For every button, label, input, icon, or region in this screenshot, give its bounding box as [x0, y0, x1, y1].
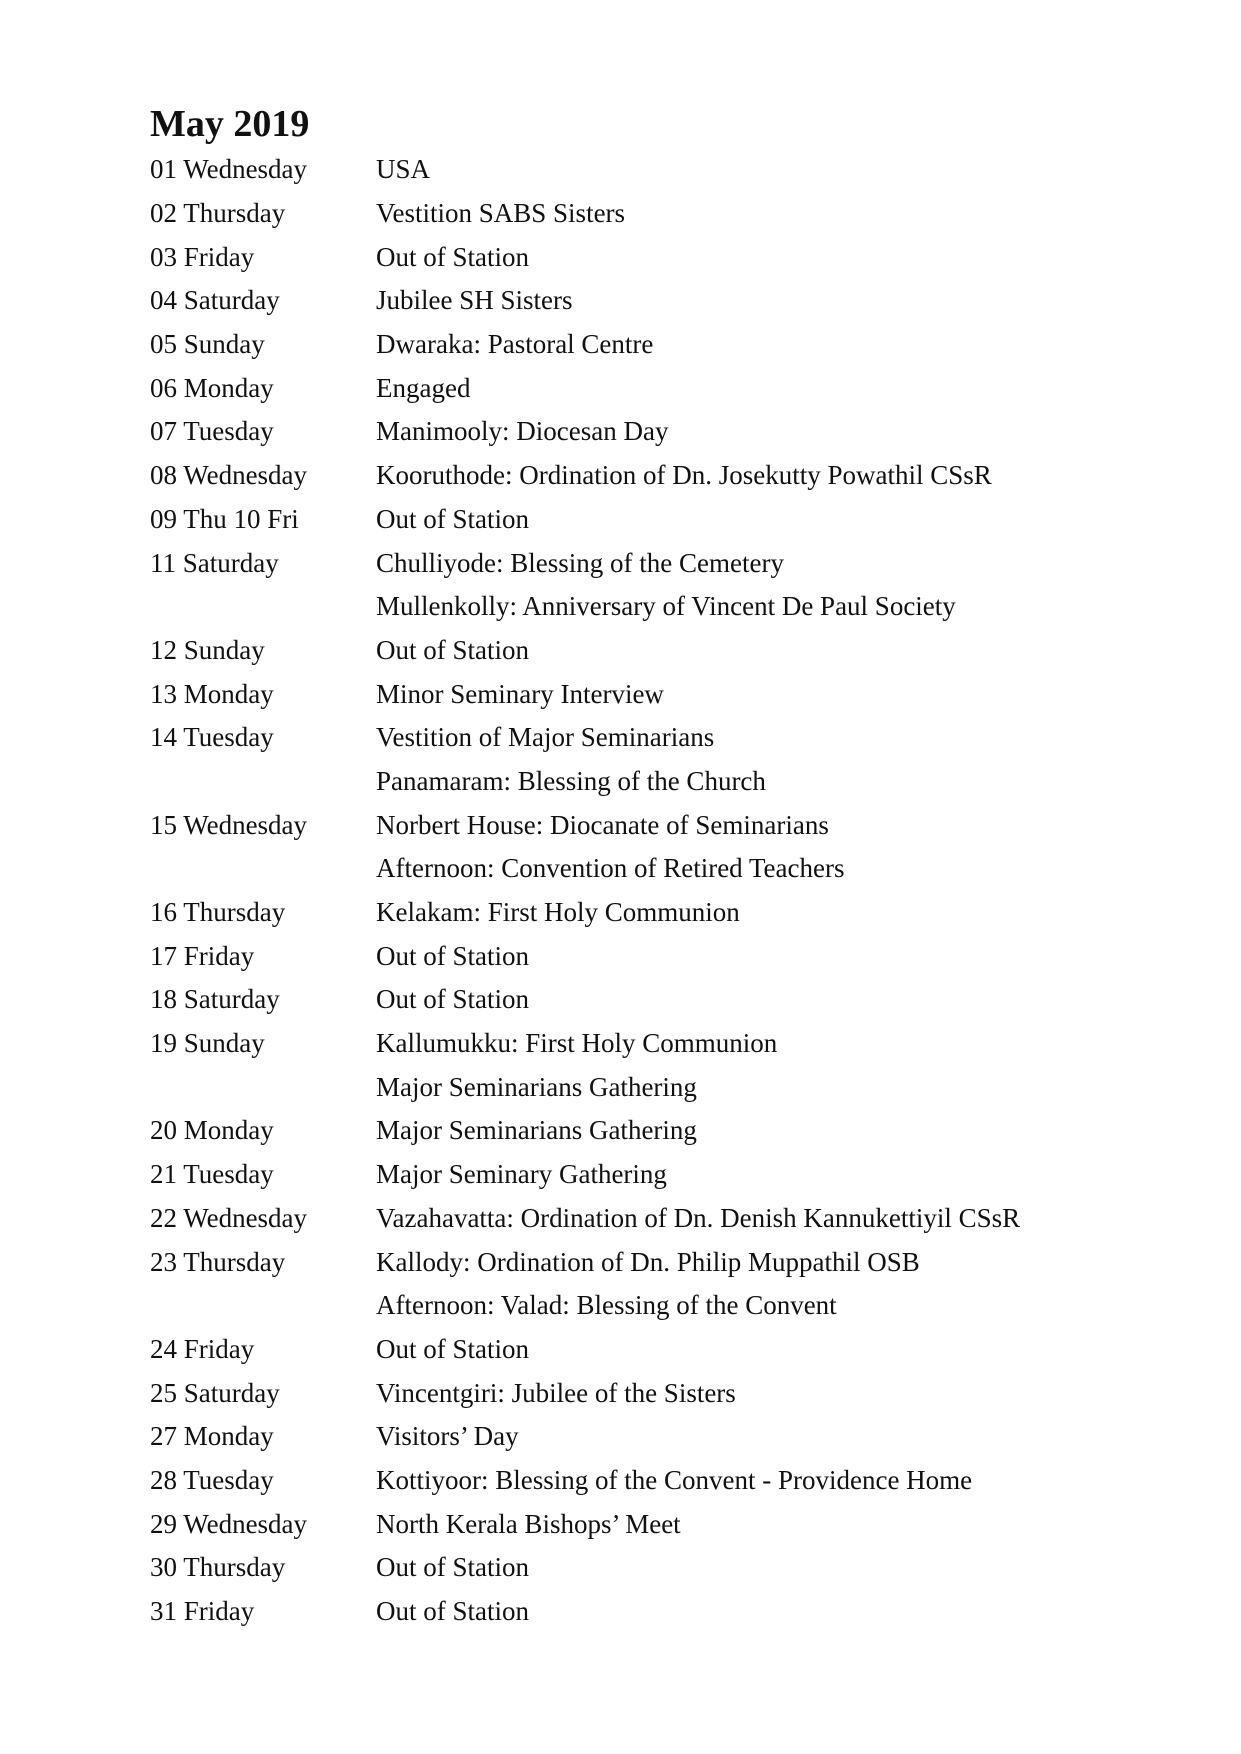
- schedule-event: Out of Station: [376, 940, 529, 971]
- schedule-event: Vincentgiri: Jubilee of the Sisters: [376, 1377, 736, 1408]
- schedule-day: 17 Friday: [150, 940, 255, 971]
- schedule-event: Out of Station: [376, 503, 529, 534]
- schedule-day: 01 Wednesday: [150, 154, 308, 185]
- schedule-row: [150, 1109, 1190, 1153]
- schedule-day: 14 Tuesday: [150, 722, 274, 753]
- schedule-day: 31 Friday: [150, 1596, 255, 1627]
- schedule-day: 11 Saturday: [150, 547, 279, 578]
- schedule-event: Kottiyoor: Blessing of the Convent - Providence Home: [376, 1464, 973, 1495]
- schedule-event: Vestition SABS Sisters: [376, 198, 626, 229]
- schedule-event: Norbert House: Diocanate of Seminarians: [376, 809, 829, 840]
- schedule-row: [150, 1459, 1190, 1503]
- schedule-row: [150, 541, 1190, 585]
- schedule-event: Afternoon: Convention of Retired Teachers: [376, 853, 845, 884]
- schedule-event: Afternoon: Valad: Blessing of the Convent: [376, 1290, 837, 1321]
- schedule-day: 25 Saturday: [150, 1377, 280, 1408]
- schedule-event: Kooruthode: Ordination of Dn. Josekutty Powathil CSsR: [376, 460, 992, 491]
- schedule-row: [150, 1546, 1190, 1590]
- schedule-event: Major Seminarians Gathering: [376, 1115, 697, 1146]
- schedule-day: 28 Tuesday: [150, 1464, 274, 1495]
- schedule-day: 13 Monday: [150, 678, 274, 709]
- schedule-event: Out of Station: [376, 1333, 529, 1364]
- schedule-event: Dwaraka: Pastoral Centre: [376, 329, 654, 360]
- schedule-row: [150, 1240, 1190, 1284]
- schedule-row: [150, 760, 1190, 804]
- schedule-event: Panamaram: Blessing of the Church: [376, 765, 766, 796]
- page-title: May 2019: [150, 103, 310, 145]
- schedule-row: [150, 1590, 1190, 1634]
- schedule-day: 07 Tuesday: [150, 416, 274, 447]
- schedule-event: Mullenkolly: Anniversary of Vincent De Paul Society: [376, 591, 956, 622]
- schedule-row: [150, 847, 1190, 891]
- schedule-day: 30 Thursday: [150, 1552, 286, 1583]
- schedule-row: [150, 498, 1190, 542]
- schedule-row: [150, 410, 1190, 454]
- schedule-row: [150, 235, 1190, 279]
- schedule-event: Out of Station: [376, 1552, 529, 1583]
- schedule-event: North Kerala Bishops’ Meet: [376, 1508, 681, 1539]
- schedule-row: [150, 454, 1190, 498]
- schedule-row: [150, 148, 1190, 192]
- schedule-row: [150, 585, 1190, 629]
- schedule-day: 29 Wednesday: [150, 1508, 308, 1539]
- schedule-event: Kelakam: First Holy Communion: [376, 897, 740, 928]
- schedule-row: [150, 891, 1190, 935]
- schedule-day: 15 Wednesday: [150, 809, 308, 840]
- schedule-row: [150, 978, 1190, 1022]
- schedule-event: Vazahavatta: Ordination of Dn. Denish Kannukettiyil CSsR: [376, 1202, 1021, 1233]
- schedule-day: 21 Tuesday: [150, 1159, 274, 1190]
- schedule-event: Chulliyode: Blessing of the Cemetery: [376, 547, 784, 578]
- schedule-event: Manimooly: Diocesan Day: [376, 416, 669, 447]
- schedule-event: Engaged: [376, 372, 471, 403]
- schedule-day: 23 Thursday: [150, 1246, 286, 1277]
- schedule-row: [150, 192, 1190, 236]
- schedule-event: Major Seminary Gathering: [376, 1159, 667, 1190]
- schedule-event: Out of Station: [376, 241, 529, 272]
- schedule-day: 24 Friday: [150, 1333, 255, 1364]
- schedule-day: 09 Thu 10 Fri: [150, 503, 299, 534]
- schedule-event: Kallumukku: First Holy Communion: [376, 1028, 778, 1059]
- schedule-row: [150, 366, 1190, 410]
- schedule-event: Minor Seminary Interview: [376, 678, 664, 709]
- schedule-event: Jubilee SH Sisters: [376, 285, 573, 316]
- schedule-day: 06 Monday: [150, 372, 274, 403]
- schedule-day: 08 Wednesday: [150, 460, 308, 491]
- schedule-day: 27 Monday: [150, 1421, 274, 1452]
- schedule-row: [150, 1065, 1190, 1109]
- schedule-day: 04 Saturday: [150, 285, 280, 316]
- schedule-day: 05 Sunday: [150, 329, 265, 360]
- schedule-row: [150, 803, 1190, 847]
- schedule-day: 03 Friday: [150, 241, 255, 272]
- schedule-day: 22 Wednesday: [150, 1202, 308, 1233]
- schedule-row: [150, 672, 1190, 716]
- schedule-event: Vestition of Major Seminarians: [376, 722, 715, 753]
- schedule-row: [150, 1328, 1190, 1372]
- schedule-row: [150, 1153, 1190, 1197]
- schedule-day: 20 Monday: [150, 1115, 274, 1146]
- schedule-day: 12 Sunday: [150, 634, 265, 665]
- schedule-list: [150, 148, 1190, 1633]
- schedule-day: 02 Thursday: [150, 198, 286, 229]
- schedule-row: [150, 1415, 1190, 1459]
- schedule-row: [150, 1022, 1190, 1066]
- schedule-event: Major Seminarians Gathering: [376, 1071, 697, 1102]
- schedule-row: [150, 934, 1190, 978]
- schedule-day: 19 Sunday: [150, 1028, 265, 1059]
- schedule-day: 16 Thursday: [150, 897, 286, 928]
- schedule-row: [150, 279, 1190, 323]
- schedule-event: Out of Station: [376, 984, 529, 1015]
- schedule-event: Kallody: Ordination of Dn. Philip Muppathil OSB: [376, 1246, 920, 1277]
- schedule-row: [150, 1371, 1190, 1415]
- schedule-day: 18 Saturday: [150, 984, 280, 1015]
- schedule-event: Visitors’ Day: [376, 1421, 519, 1452]
- schedule-row: [150, 1197, 1190, 1241]
- schedule-row: [150, 716, 1190, 760]
- schedule-row: [150, 1284, 1190, 1328]
- schedule-event: Out of Station: [376, 634, 529, 665]
- schedule-row: [150, 629, 1190, 673]
- schedule-row: [150, 323, 1190, 367]
- schedule-row: [150, 1502, 1190, 1546]
- schedule-event: Out of Station: [376, 1596, 529, 1627]
- schedule-event: USA: [376, 154, 431, 185]
